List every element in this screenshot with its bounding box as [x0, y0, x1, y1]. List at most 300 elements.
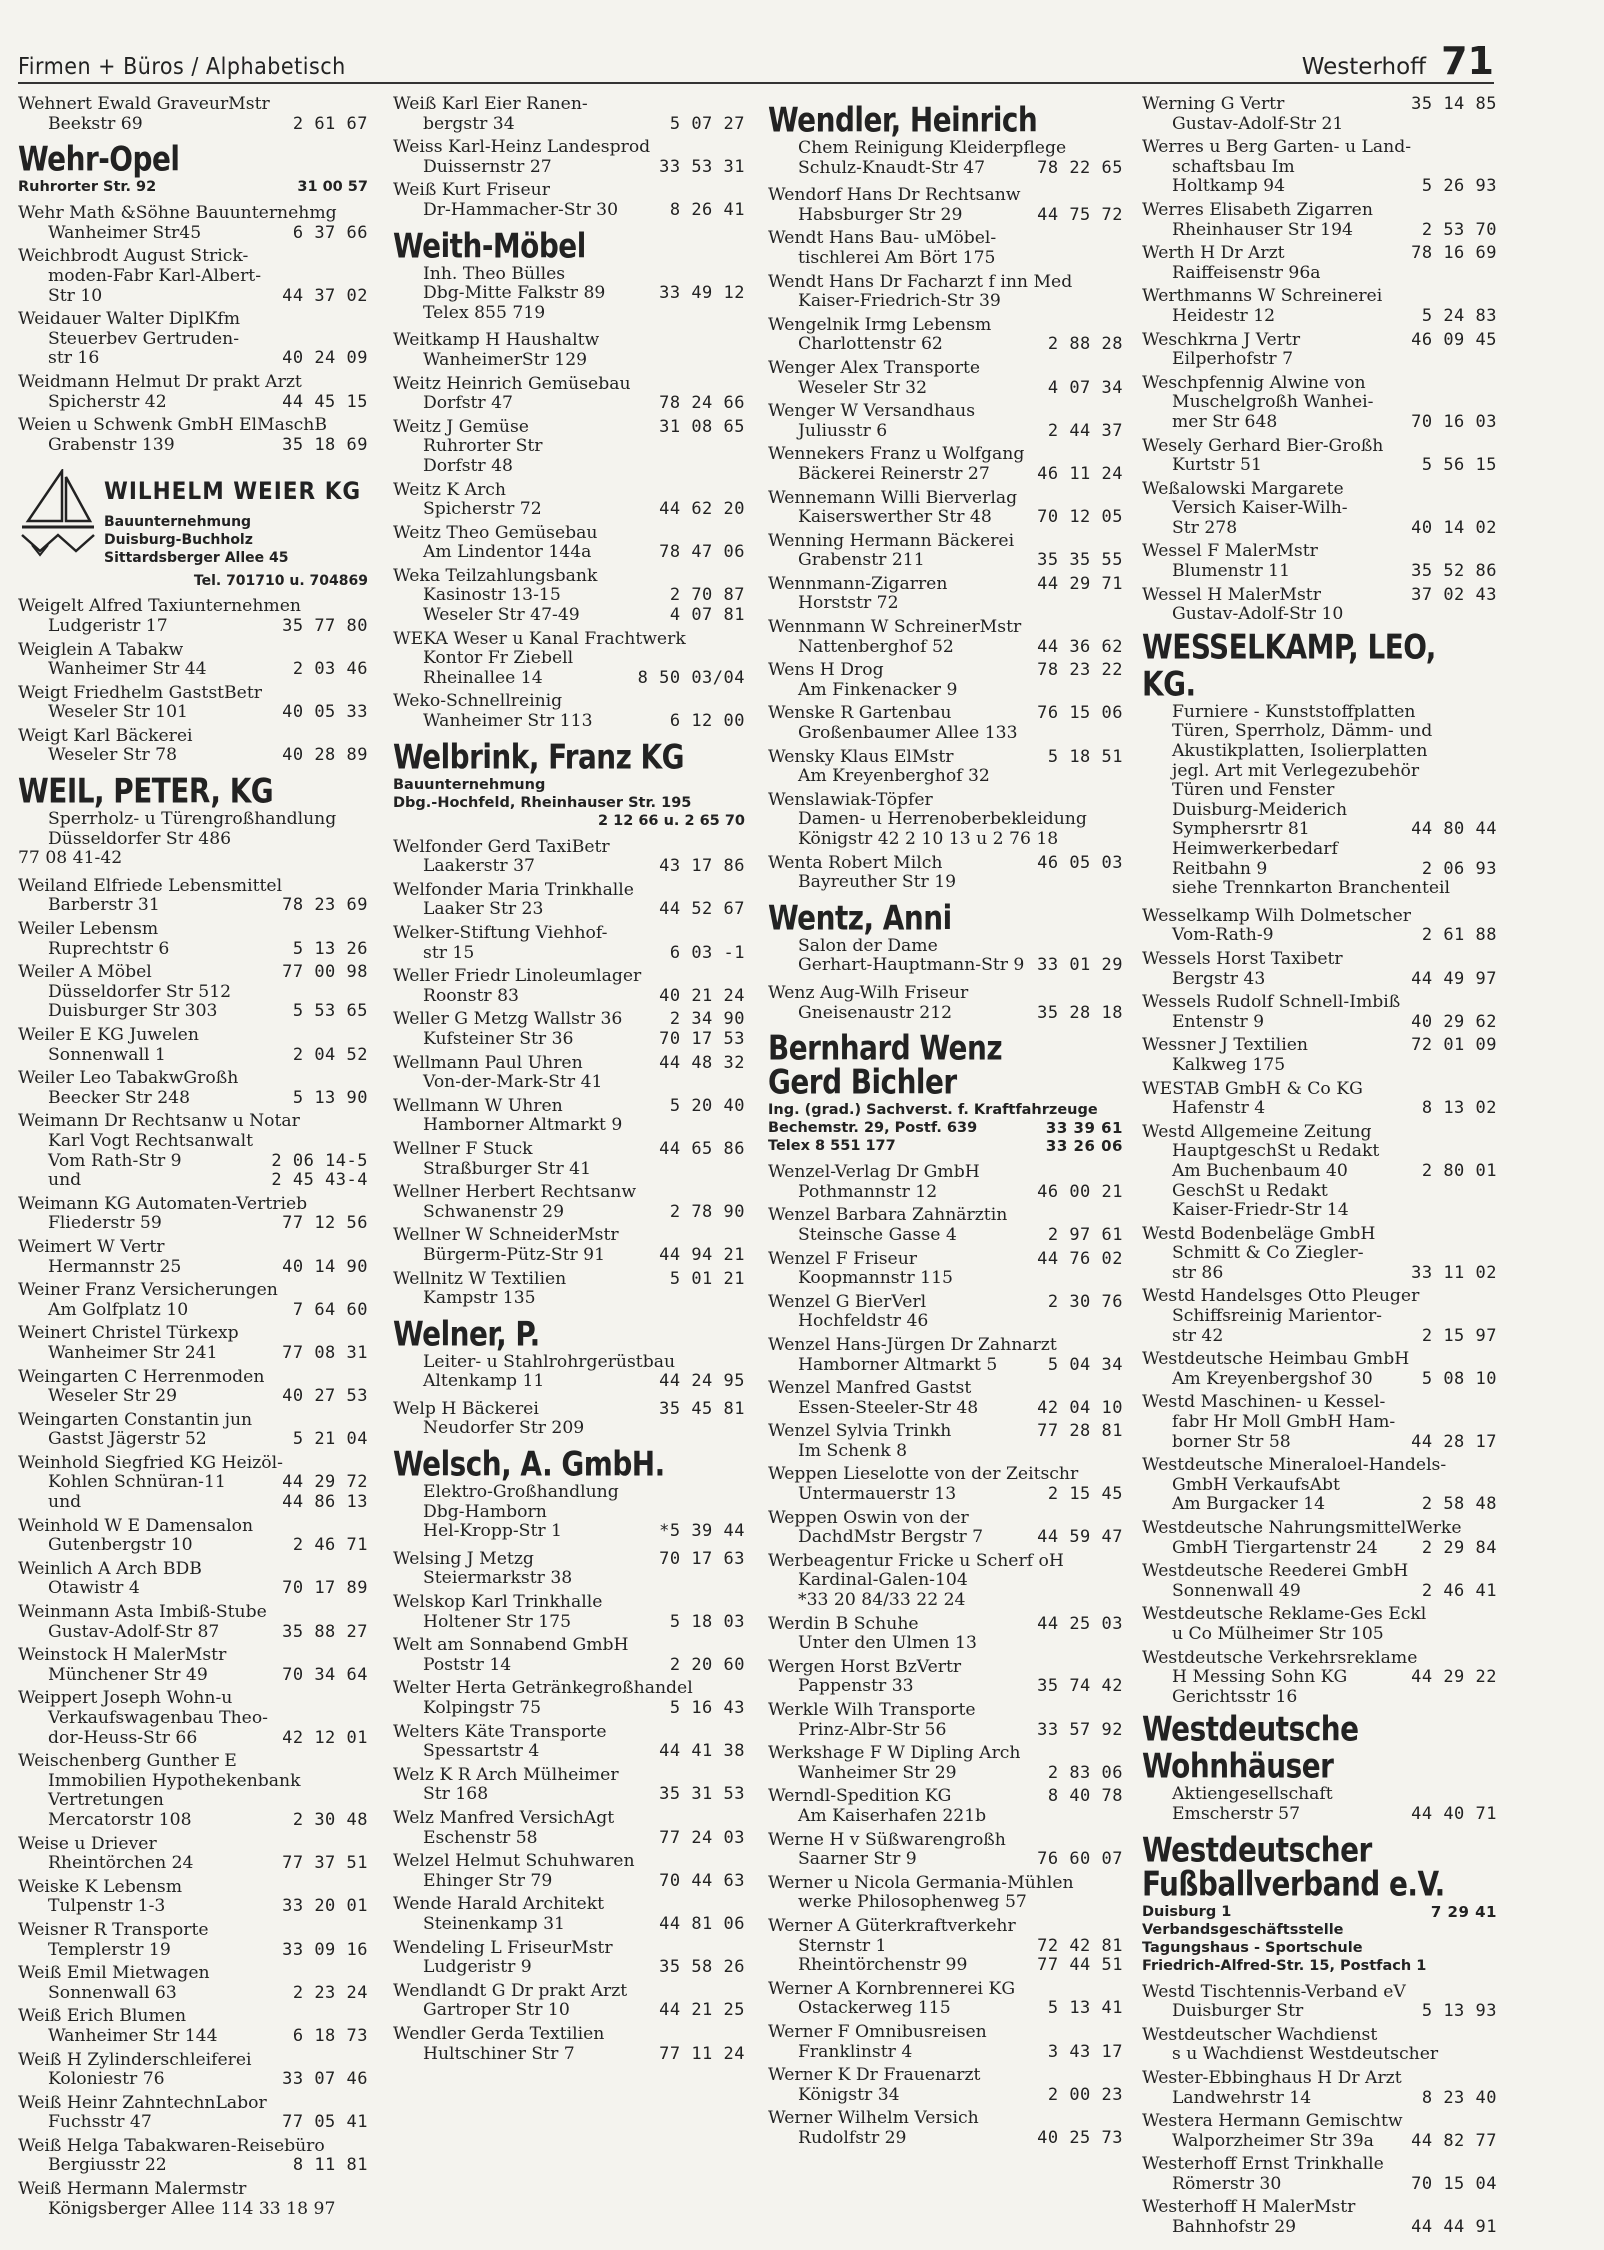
listing-address — [18, 2200, 368, 2220]
listing-name — [393, 567, 745, 587]
company-detail — [1142, 781, 1497, 801]
listing-text: Damen- u Herrenoberbekleidung — [798, 810, 1087, 830]
listing-text: Barberstr 31 — [48, 896, 160, 916]
listing-entry — [18, 1112, 368, 1190]
listing-address — [768, 873, 1123, 893]
listing-name — [1142, 1519, 1497, 1539]
listing-text: Fliederstr 59 — [48, 1214, 162, 1234]
phone-number: 77 11 24 — [659, 2044, 745, 2064]
listing-text: Roonstr 83 — [423, 986, 519, 1006]
listing-entry — [768, 532, 1123, 571]
phone-number: 7 64 60 — [292, 1300, 368, 1320]
listing-address — [768, 1764, 1123, 1784]
listing-text: Welp H Bäckerei — [393, 1399, 539, 1419]
listing-text: Westd Tischtennis-Verband eV — [1142, 1982, 1406, 2002]
column-3 — [768, 95, 1123, 2152]
listing-name — [1142, 907, 1497, 927]
listing-entry — [1142, 1123, 1497, 1221]
listing-text: Welz Manfred VersichAgt — [393, 1808, 615, 1828]
listing-entry — [393, 181, 745, 220]
listing-address — [393, 1785, 745, 1805]
listing-address — [1142, 1056, 1497, 1076]
listing-address — [768, 2043, 1123, 2063]
company-name: Wentz, Anni — [768, 898, 952, 938]
company-ad — [393, 1445, 745, 1542]
listing-text: Wellner W SchneiderMstr — [393, 1226, 619, 1246]
listing-text: Werres Elisabeth Zigarren — [1142, 200, 1373, 220]
listing-address — [1142, 1582, 1497, 1602]
company-name: WILHELM WEIER KG — [104, 477, 362, 506]
phone-number: 8 23 40 — [1421, 2088, 1497, 2108]
listing-address — [768, 551, 1123, 571]
phone-number: 35 31 53 — [659, 1785, 745, 1805]
listing-address — [393, 1569, 745, 1589]
listing-text: Weseler Str 29 — [48, 1387, 178, 1407]
listing-name — [768, 1422, 1123, 1442]
listing-name — [18, 310, 368, 330]
listing-address — [1142, 2132, 1497, 2152]
phone-number: 44 80 44 — [1411, 819, 1497, 840]
listing-name — [768, 618, 1123, 638]
listing-entry — [768, 1379, 1123, 1418]
company-detail-text: Dbg-Mitte Falkstr 89 — [423, 283, 606, 304]
phone-number: 44 82 77 — [1411, 2131, 1497, 2151]
listing-entry — [393, 1140, 745, 1179]
listing-name — [768, 1701, 1123, 1721]
listing-address — [393, 1613, 745, 1633]
listing-address — [1142, 1476, 1497, 1496]
phone-number: 40 24 09 — [282, 349, 368, 369]
listing-name — [768, 1509, 1123, 1529]
listing-address — [1142, 2218, 1497, 2238]
listing-address — [1142, 307, 1497, 327]
listing-text: borner Str 58 — [1172, 1432, 1291, 1452]
company-detail — [768, 139, 1123, 159]
listing-address — [768, 1485, 1123, 1505]
phone-number: 35 14 85 — [1411, 95, 1497, 114]
listing-text: Duisburger Str 303 — [48, 1002, 218, 1022]
listing-name — [1142, 2112, 1497, 2132]
listing-text: Weidauer Walter DiplKfm — [18, 310, 241, 330]
listing-text: Sonnenwall 63 — [48, 1983, 177, 2003]
listing-text: Westerhoff H MalerMstr — [1142, 2198, 1356, 2218]
listing-name — [18, 247, 368, 267]
listing-text: Hultschiner Str 7 — [423, 2044, 575, 2064]
listing-name — [393, 1982, 745, 2002]
listing-text: Verkaufswagenbau Theo- — [48, 1709, 268, 1728]
listing-name — [393, 331, 745, 351]
listing-entry — [768, 1615, 1123, 1654]
listing-address — [768, 1677, 1123, 1697]
listing-text: Wehnert Ewald GraveurMstr — [18, 95, 270, 114]
listing-entry — [768, 2023, 1123, 2062]
listing-name — [393, 1939, 745, 1959]
listing-entry — [1142, 1649, 1497, 1708]
listing-text: Weiner Franz Versicherungen — [18, 1281, 278, 1301]
listing-text: Weiß Karl Eier Ranen- — [393, 95, 588, 114]
company-detail — [768, 159, 1123, 179]
listing-name — [18, 1878, 368, 1898]
company-detail-text: Telex 855 719 — [423, 302, 546, 323]
phone-number: 37 02 43 — [1411, 585, 1497, 605]
listing-address — [1142, 1162, 1497, 1182]
phone-number: 33 09 16 — [282, 1940, 368, 1960]
header-right — [1301, 39, 1494, 83]
listing-text: Wesselkamp Wilh Dolmetscher — [1142, 906, 1411, 926]
listing-address — [1142, 1495, 1497, 1515]
phone-number: 2 88 28 — [1047, 335, 1123, 355]
listing-entry — [1142, 480, 1497, 539]
listing-text: Pothmannstr 12 — [798, 1182, 938, 1202]
listing-text: moden-Fabr Karl-Albert- — [48, 266, 262, 286]
listing-address — [1142, 926, 1497, 946]
listing-address — [393, 1030, 745, 1050]
listing-name — [18, 727, 368, 747]
listing-text: Weiß Heinr ZahntechnLabor — [18, 2093, 267, 2113]
phone-number: 31 08 65 — [659, 417, 745, 437]
listing-entry — [1142, 1605, 1497, 1644]
listing-text: bergstr 34 — [423, 114, 515, 134]
company-detail-text: Symphersrtr 81 — [1172, 819, 1310, 840]
listing-address — [768, 1634, 1123, 1654]
listing-text: Weinert Christel Türkexp — [18, 1324, 239, 1344]
listing-address — [18, 1941, 368, 1961]
company-detail-text: Emscherstr 57 — [1172, 1803, 1301, 1824]
listing-text: Welfonder Gerd TaxiBetr — [393, 837, 610, 857]
listing-address — [1142, 115, 1497, 135]
company-detail-text: Salon der Dame — [798, 935, 938, 956]
listing-text: Holtkamp 94 — [1172, 177, 1286, 197]
listing-address — [18, 2070, 368, 2090]
listing-name — [18, 920, 368, 940]
listing-text: Gustav-Adolf-Str 87 — [48, 1622, 220, 1642]
phone-number: 2 03 46 — [292, 660, 368, 680]
listing-text: Wessel F MalerMstr — [1142, 542, 1318, 562]
listing-entry — [1142, 1983, 1497, 2022]
listing-name — [1142, 1036, 1497, 1056]
listing-name — [18, 2180, 368, 2200]
phone-number: 5 18 51 — [1047, 747, 1123, 767]
listing-text: Wanheimer Str 241 — [48, 1343, 218, 1363]
listing-text: Römerstr 30 — [1172, 2174, 1282, 2194]
listing-text: Wenzel F Friseur — [768, 1249, 917, 1269]
listing-name — [1142, 2155, 1497, 2175]
listing-text: Weinmann Asta Imbiß-Stube — [18, 1603, 267, 1623]
phone-number: 40 14 90 — [282, 1257, 368, 1277]
phone-number: 44 65 86 — [659, 1139, 745, 1159]
listing-text: Wenzel G BierVerl — [768, 1292, 927, 1312]
listing-entry — [768, 1293, 1123, 1332]
listing-text: Weingarten Constantin jun — [18, 1410, 253, 1430]
listing-name — [393, 881, 745, 901]
listing-text: Bürgerm-Pütz-Str 91 — [423, 1245, 606, 1265]
listing-text: Hochfeldstr 46 — [798, 1312, 929, 1332]
listing-name — [18, 1411, 368, 1431]
listing-name — [768, 984, 1123, 1004]
listing-entry — [1142, 2026, 1497, 2065]
listing-text: Hamborner Altmarkt 5 — [798, 1355, 998, 1375]
company-detail — [1142, 1785, 1497, 1805]
company-detail — [1142, 703, 1497, 723]
listing-text: Westdeutsche Mineraloel-Handels- — [1142, 1456, 1447, 1476]
listing-entry — [393, 1270, 745, 1309]
listing-text: Weschpfennig Alwine von — [1142, 373, 1366, 393]
listing-entry — [768, 1831, 1123, 1870]
listing-text: Wendt Hans Bau- uMöbel- — [768, 229, 997, 249]
listing-address — [18, 436, 368, 456]
phone-number: 44 29 71 — [1037, 574, 1123, 594]
listing-address — [1142, 1625, 1497, 1645]
listing-text: Weien u Schwenk GmbH ElMaschB — [18, 416, 327, 436]
listing-address — [393, 1656, 745, 1676]
listing-name — [1142, 201, 1497, 221]
listing-entry — [393, 1679, 745, 1718]
listing-text: Weimann Dr Rechtsanw u Notar — [18, 1112, 300, 1132]
listing-name — [768, 273, 1123, 293]
listing-text: GeschSt u Redakt — [1172, 1181, 1328, 1201]
listing-text: Weingarten C Herrenmoden — [18, 1367, 265, 1387]
listing-name — [768, 1379, 1123, 1399]
listing-text: Weiler A Möbel — [18, 963, 152, 983]
listing-address — [1142, 1327, 1497, 1347]
listing-text: Horststr 72 — [798, 594, 899, 614]
company-name: Wehr-Opel — [18, 140, 180, 180]
listing-text: Vertretungen — [48, 1791, 164, 1811]
listing-address — [768, 681, 1123, 701]
phone-number: 77 08 31 — [282, 1343, 368, 1363]
phone-number: 76 15 06 — [1037, 704, 1123, 724]
listing-text: Bayreuther Str 19 — [798, 873, 957, 893]
listing-text: Werner A Kornbrennerei KG — [768, 1979, 1016, 1999]
listing-text: Am Kreyenbergshof 30 — [1172, 1369, 1373, 1389]
listing-entry — [1142, 331, 1497, 370]
listing-text: Kalkweg 175 — [1172, 1055, 1286, 1075]
listing-text: Am Golfplatz 10 — [48, 1300, 189, 1320]
phone-number: 42 12 01 — [282, 1728, 368, 1748]
listing-address — [1142, 221, 1497, 241]
phone-number: 78 47 06 — [659, 543, 745, 563]
listing-text: Pappenstr 33 — [798, 1677, 914, 1697]
listing-address — [18, 896, 368, 916]
listing-name — [393, 1809, 745, 1829]
listing-address — [18, 393, 368, 413]
listing-address — [393, 437, 745, 457]
listing-address — [768, 1807, 1123, 1827]
phone-number: 2 78 90 — [669, 1202, 745, 1222]
listing-name — [393, 1852, 745, 1872]
listing-text: Wendorf Hans Dr Rechtsanw — [768, 186, 1021, 206]
listing-entry — [18, 1835, 368, 1874]
listing-address — [393, 394, 745, 414]
listing-address — [393, 1419, 745, 1439]
listing-text: str 42 — [1172, 1326, 1224, 1346]
phone-number: 44 36 62 — [1037, 637, 1123, 657]
listing-address — [768, 767, 1123, 787]
listing-entry — [393, 924, 745, 963]
listing-text: Weidmann Helmut Dr prakt Arzt — [18, 372, 302, 392]
listing-name — [18, 877, 368, 897]
listing-name — [1142, 1983, 1497, 2003]
listing-text: GmbH Tiergartenstr 24 — [1172, 1538, 1378, 1558]
listing-address — [768, 206, 1123, 226]
weier-logo-icon — [18, 469, 98, 564]
listing-name — [393, 95, 745, 115]
phone-number: 33 39 61 — [1045, 1119, 1123, 1138]
listing-entry — [393, 1400, 745, 1439]
listing-name — [1142, 480, 1497, 500]
listing-text: Nattenberghof 52 — [798, 637, 954, 657]
phone-number: 33 53 31 — [659, 157, 745, 177]
listing-text: Versich Kaiser-Wilh- — [1172, 499, 1348, 519]
company-detail-text: Bauunternehmung — [104, 514, 252, 531]
phone-number: 44 48 32 — [659, 1053, 745, 1073]
phone-number: 46 05 03 — [1037, 853, 1123, 873]
listing-address — [1142, 519, 1497, 539]
listing-address — [18, 1046, 368, 1066]
listing-entry — [18, 2137, 368, 2176]
listing-entry — [1142, 2198, 1497, 2237]
phone-number: 78 23 22 — [1037, 661, 1123, 681]
phone-number: 5 56 15 — [1421, 456, 1497, 476]
listing-name — [1142, 1080, 1497, 1100]
listing-text: Weitz K Arch — [393, 480, 506, 500]
listing-entry — [393, 95, 745, 134]
phone-number: 70 12 05 — [1037, 508, 1123, 528]
listing-text: Welz K R Arch Mülheimer — [393, 1765, 619, 1785]
listing-text: Wellner Herbert Rechtsanw — [393, 1183, 637, 1203]
phone-number: 35 52 86 — [1411, 562, 1497, 582]
listing-entry — [393, 1550, 745, 1589]
listing-address — [768, 810, 1123, 830]
phone-number: 70 15 04 — [1411, 2174, 1497, 2194]
phone-number: 8 50 03/04 — [637, 668, 745, 688]
listing-text: Weitkamp H Haushaltw — [393, 331, 600, 351]
listing-address — [1142, 350, 1497, 370]
listing-text: Heidestr 12 — [1172, 306, 1276, 326]
listing-address — [1142, 2175, 1497, 2195]
listing-name — [768, 1336, 1123, 1356]
listing-text: Ludgeristr 17 — [48, 616, 168, 636]
listing-text: Wenzel Hans-Jürgen Dr Zahnarzt — [768, 1335, 1057, 1355]
listing-entry — [18, 1560, 368, 1599]
listing-entry — [18, 641, 368, 680]
company-detail — [1142, 820, 1497, 840]
phone-number: 44 28 17 — [1411, 1432, 1497, 1452]
listing-text: Gutenbergstr 10 — [48, 1536, 193, 1556]
company-ad — [768, 1029, 1123, 1156]
listing-text: Wens H Drog — [768, 661, 884, 681]
listing-entry — [393, 1010, 745, 1049]
listing-address — [1142, 264, 1497, 284]
listing-text: WEKA Weser u Kanal Frachtwerk — [393, 629, 686, 649]
listing-address — [18, 1709, 368, 1729]
listing-name — [18, 1454, 368, 1474]
listing-text: DachdMstr Bergstr 7 — [798, 1528, 984, 1548]
listing-text: Weigelt Alfred Taxiunternehmen — [18, 597, 301, 617]
listing-text: Wennekers Franz u Wolfgang — [768, 445, 1025, 465]
listing-name — [393, 1270, 745, 1290]
listing-address — [393, 987, 745, 1007]
listing-address — [768, 638, 1123, 658]
company-ad — [768, 898, 1123, 976]
listing-text: Prinz-Albr-Str 56 — [798, 1720, 947, 1740]
listing-text: dor-Heuss-Str 66 — [48, 1728, 198, 1748]
listing-entry — [1142, 1080, 1497, 1119]
listing-text: Welter Herta Getränkegroßhandel — [393, 1679, 693, 1699]
phone-number: 2 29 84 — [1421, 1538, 1497, 1558]
listing-text: Wergen Horst BzVertr — [768, 1657, 962, 1677]
listing-text: Sonnenwall 49 — [1172, 1581, 1301, 1601]
listing-entry — [1142, 1562, 1497, 1601]
listing-name — [1142, 95, 1497, 115]
listing-text: Welzel Helmut Schuhwaren — [393, 1852, 635, 1872]
listing-name — [768, 1658, 1123, 1678]
listing-address — [768, 1591, 1123, 1611]
listing-entry — [18, 204, 368, 243]
listing-address — [18, 1089, 368, 1109]
listing-entry — [18, 1411, 368, 1450]
listing-address — [768, 1312, 1123, 1332]
phone-number: 2 04 52 — [292, 1045, 368, 1065]
phone-number: 3 43 17 — [1047, 2042, 1123, 2062]
company-detail — [1142, 1939, 1497, 1957]
phone-number: 2 44 37 — [1047, 421, 1123, 441]
listing-text: fabr Hr Moll GmbH Ham- — [1172, 1413, 1396, 1433]
listing-entry — [768, 359, 1123, 398]
listing-text: werke Philosophenweg 57 — [798, 1893, 1027, 1913]
listing-text: Wenger W Versandhaus — [768, 402, 976, 422]
company-detail-text: Leiter- u Stahlrohrgerüstbau — [423, 1351, 676, 1372]
listing-entry — [393, 1183, 745, 1222]
listing-name — [1142, 586, 1497, 606]
listing-name — [18, 1752, 368, 1772]
listing-address — [393, 1915, 745, 1935]
listing-text: Am Finkenacker 9 — [798, 680, 958, 700]
listing-text: Weseler Str 78 — [48, 746, 178, 766]
phone-number: 43 17 86 — [659, 857, 745, 877]
company-detail — [393, 304, 745, 324]
listing-entry — [768, 316, 1123, 355]
listing-entry — [768, 1658, 1123, 1697]
listing-entry — [393, 2025, 745, 2064]
listing-text: Weiß Erich Blumen — [18, 2007, 187, 2027]
listing-name — [1142, 1562, 1497, 1582]
listing-text: Weinhold W E Damensalon — [18, 1516, 254, 1536]
listing-entry — [768, 445, 1123, 484]
listing-name — [768, 489, 1123, 509]
listing-entry — [18, 1689, 368, 1748]
listing-text: Spicherstr 72 — [423, 500, 542, 520]
listing-entry — [18, 684, 368, 723]
listing-text: Westera Hermann Gemischtw — [1142, 2112, 1403, 2132]
listing-text: Koloniestr 76 — [48, 2070, 165, 2090]
company-detail-text: Duisburg-Meiderich — [1172, 799, 1348, 820]
listing-address — [1142, 1201, 1497, 1221]
company-detail-text: Friedrich-Alfred-Str. 15, Postfach 1 — [1142, 1957, 1427, 1974]
listing-text: Wenta Robert Milch — [768, 853, 943, 873]
listing-text: Werner A Güterkraftverkehr — [768, 1916, 1016, 1936]
listing-address — [393, 1073, 745, 1093]
phone-number: 2 97 61 — [1047, 1225, 1123, 1245]
phone-number: 44 45 15 — [282, 392, 368, 412]
phone-number: 70 17 53 — [659, 1029, 745, 1049]
listing-text: Weka Teilzahlungsbank — [393, 566, 598, 586]
listing-entry — [768, 618, 1123, 657]
listing-entry — [768, 1552, 1123, 1611]
company-name-line-2: Fußballverband e.V. — [1142, 1864, 1445, 1904]
listing-text: Wenger Alex Transporte — [768, 358, 981, 378]
phone-number: 46 09 45 — [1411, 330, 1497, 350]
